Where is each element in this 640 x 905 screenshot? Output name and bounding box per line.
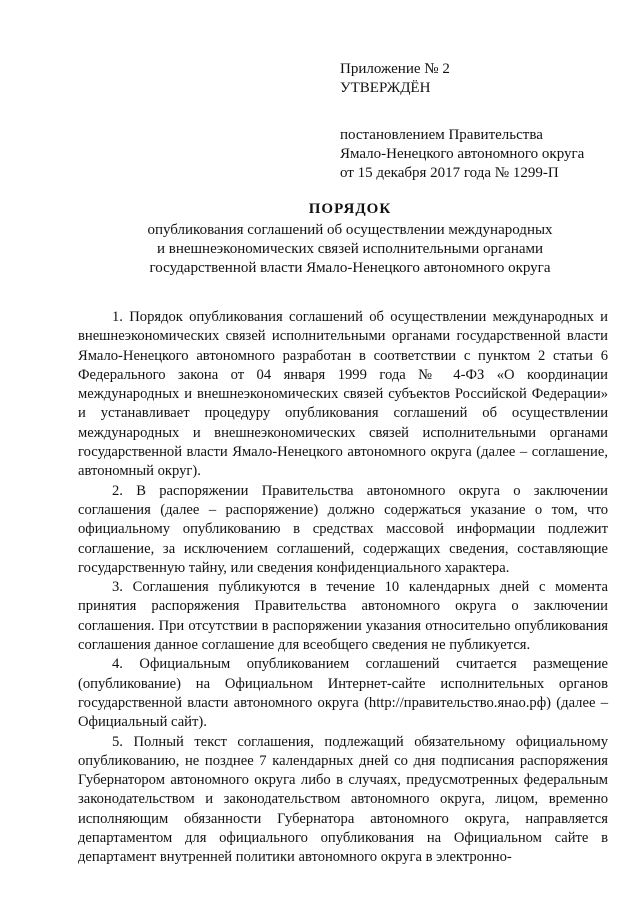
paragraph-3: 3. Соглашения публикуются в течение 10 календарных дней с момента принятия распоряжения Правительства автономного округа о заключении соглашения. При отсутствии в распоряжении указания относительно опубликования соглашения данное соглашение для всеобщего сведения не публикуется. (78, 579, 608, 654)
title-line-3: государственной власти Ямало-Ненецкого автономного округа (149, 260, 551, 276)
decree-line-2: Ямало-Ненецкого автономного округа (340, 146, 585, 162)
approved-label: УТВЕРЖДЁН (340, 80, 431, 96)
paragraph-1: 1. Порядок опубликования соглашений об осуществлении международных и внешнеэкономических связей исполнительными органами государственной власти Ямало-Ненецкого автономного разработан в соответствии с пунктом 2 статьи 6 Федерального закона от 04 января 1999 года № 4-ФЗ «О координации международных и внешнеэкономических связей субъектов Российской Федерации» и устанавливает процедуру опубликования соглашений об осуществлении международных и внешнеэкономических связей исполнительными органами государственной власти Ямало-Ненецкого автономного округа (далее – соглашение, автономный округ). (78, 309, 608, 480)
document-title (60, 200, 640, 278)
appendix-label: Приложение № 2 (340, 61, 450, 77)
paragraph-5: 5. Полный текст соглашения, подлежащий обязательному официальному опубликованию, не позднее 7 календарных дней со дня подписания распоряжения Губернатором автономного округа либо в случаях, предусмотренных федеральным законодательством и законодательством автономного округа, лицом, временно исполняющим обязанности Губернатора автономного округа, направляется департаментом для официального опубликования на Официальном сайте в департамент внутренней политики автономного округа в электронно- (78, 733, 608, 866)
approval-block (340, 60, 630, 183)
document-body (78, 308, 608, 868)
paragraph-4: 4. Официальным опубликованием соглашений считается размещение (опубликование) на Официальном Интернет-сайте исполнительных органов государственной власти автономного округа (http://правительство.янао.рф) (далее – Официальный сайт). (78, 656, 608, 731)
decree-line-3: от 15 декабря 2017 года № 1299-П (340, 165, 559, 181)
title-line-2: и внешнеэкономических связей исполнительными органами (156, 241, 544, 257)
decree-line-1: постановлением Правительства (340, 127, 543, 143)
paragraph-2: 2. В распоряжении Правительства автономного округа о заключении соглашения (далее – распоряжение) должно содержаться указание о том, что официальному опубликованию в средствах массовой информации подлежит соглашение, за исключением соглашений, содержащих сведения, составляющие государственную тайну, или сведения конфиденциального характера. (78, 482, 608, 576)
title-heading: ПОРЯДОК (308, 201, 392, 217)
title-line-1: опубликования соглашений об осуществлении международных (147, 222, 553, 238)
